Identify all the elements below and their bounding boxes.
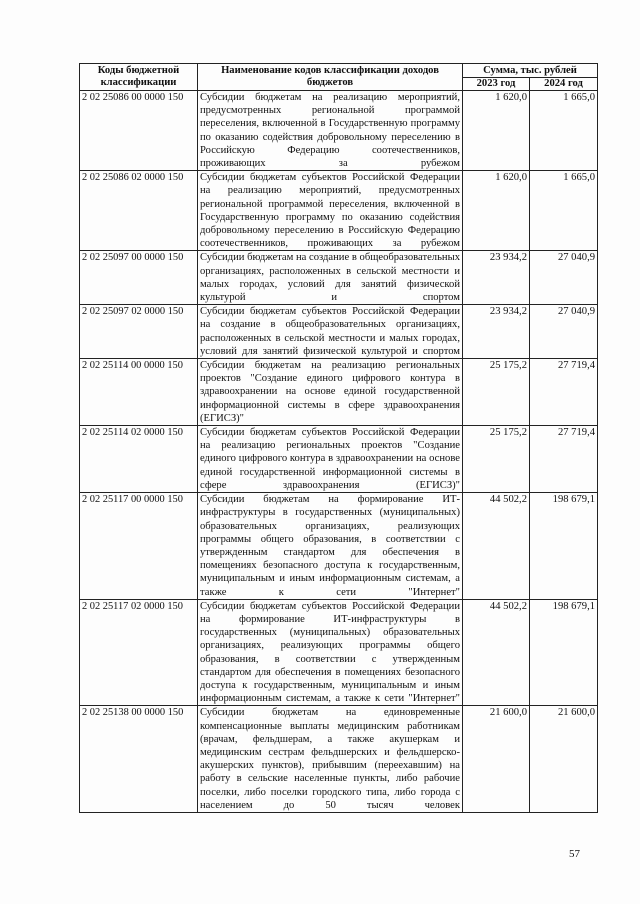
row-value-2024: 198 679,1 [530,493,598,600]
table-row [80,706,598,813]
table-row [80,599,598,706]
budget-revenue-table [79,63,598,813]
row-value-2024: 1 665,0 [530,171,598,251]
row-code: 2 02 25097 02 0000 150 [80,305,198,359]
row-name: Субсидии бюджетам субъектов Российской Федерации на реализацию мероприятий, предусмотренных региональной программой переселения, включенной в Государственную программу по оказанию содействия добровольному переселению в Российскую Федерацию соотечественников, проживающих за рубежом [198,171,463,251]
row-value-2023: 25 175,2 [463,359,530,426]
header-name: Наименование кодов классификации доходов бюджетов [198,64,463,91]
row-value-2024: 1 665,0 [530,91,598,171]
row-name: Субсидии бюджетам субъектов Российской Федерации на реализацию региональных проектов "Создание единого цифрового контура в здравоохранении на основе единой государственной информационной системы в сфере здравоохранения (ЕГИСЗ)" [198,426,463,493]
header-codes: Коды бюджетной классификации [80,64,198,91]
row-name: Субсидии бюджетам субъектов Российской Федерации на создание в общеобразовательных организациях, расположенных в сельской местности и малых городах, условий для занятий физической культурой и спортом [198,305,463,359]
row-value-2023: 1 620,0 [463,171,530,251]
row-code: 2 02 25114 00 0000 150 [80,359,198,426]
header-year-2023: 2023 год [463,78,530,91]
table-row [80,305,598,359]
table-row [80,251,598,305]
row-value-2024: 27 719,4 [530,359,598,426]
header-sum: Сумма, тыс. рублей [463,64,598,78]
header-year-2024: 2024 год [530,78,598,91]
row-value-2024: 27 040,9 [530,251,598,305]
row-value-2024: 198 679,1 [530,599,598,706]
row-code: 2 02 25117 00 0000 150 [80,493,198,600]
budget-document [79,63,597,813]
row-name: Субсидии бюджетам на формирование ИТ-инфраструктуры в государственных (муниципальных) образовательных организациях, реализующих программы общего образования, в соответствии с утвержденным стандартом для обеспечения в помещениях безопасного доступа к государственным, муниципальным и иным информационным системам, а также к сети "Интернет" [198,493,463,600]
row-name: Субсидии бюджетам на реализацию мероприятий, предусмотренных региональной программой переселения, включенной в Государственную программу по оказанию содействия добровольному переселению в Российскую Федерацию соотечественников, проживающих за рубежом [198,91,463,171]
table-row [80,91,598,171]
row-value-2023: 1 620,0 [463,91,530,171]
row-value-2023: 21 600,0 [463,706,530,813]
row-name: Субсидии бюджетам на единовременные компенсационные выплаты медицинским работникам (врачам, фельдшерам, а также акушеркам и медицинским сестрам фельдшерских и фельдшерско-акушерских пунктов), прибывшим (переехавшим) на работу в сельские населенные пункты, либо рабочие поселки, либо поселки городского типа, либо города с населением до 50 тысяч человек [198,706,463,813]
row-value-2024: 27 719,4 [530,426,598,493]
row-name: Субсидии бюджетам на создание в общеобразовательных организациях, расположенных в сельской местности и малых городах, условий для занятий физической культурой и спортом [198,251,463,305]
table-row [80,359,598,426]
row-value-2024: 21 600,0 [530,706,598,813]
row-code: 2 02 25097 00 0000 150 [80,251,198,305]
row-value-2023: 23 934,2 [463,251,530,305]
table-row [80,426,598,493]
row-name: Субсидии бюджетам субъектов Российской Федерации на формирование ИТ-инфраструктуры в государственных (муниципальных) образовательных организациях, реализующих программы общего образования, в соответствии с утвержденным стандартом для обеспечения в помещениях безопасного доступа к государственным, муниципальным и иным информационным системам, а также к сети "Интернет" [198,599,463,706]
table-row [80,171,598,251]
row-code: 2 02 25138 00 0000 150 [80,706,198,813]
row-code: 2 02 25114 02 0000 150 [80,426,198,493]
row-code: 2 02 25117 02 0000 150 [80,599,198,706]
row-value-2024: 27 040,9 [530,305,598,359]
row-value-2023: 44 502,2 [463,493,530,600]
row-code: 2 02 25086 02 0000 150 [80,171,198,251]
page-number: 57 [569,848,580,860]
row-code: 2 02 25086 00 0000 150 [80,91,198,171]
row-value-2023: 23 934,2 [463,305,530,359]
row-value-2023: 25 175,2 [463,426,530,493]
row-name: Субсидии бюджетам на реализацию региональных проектов "Создание единого цифрового контура в здравоохранении на основе единой государственной информационной системы в сфере здравоохранения (ЕГИСЗ)" [198,359,463,426]
row-value-2023: 44 502,2 [463,599,530,706]
table-row [80,493,598,600]
